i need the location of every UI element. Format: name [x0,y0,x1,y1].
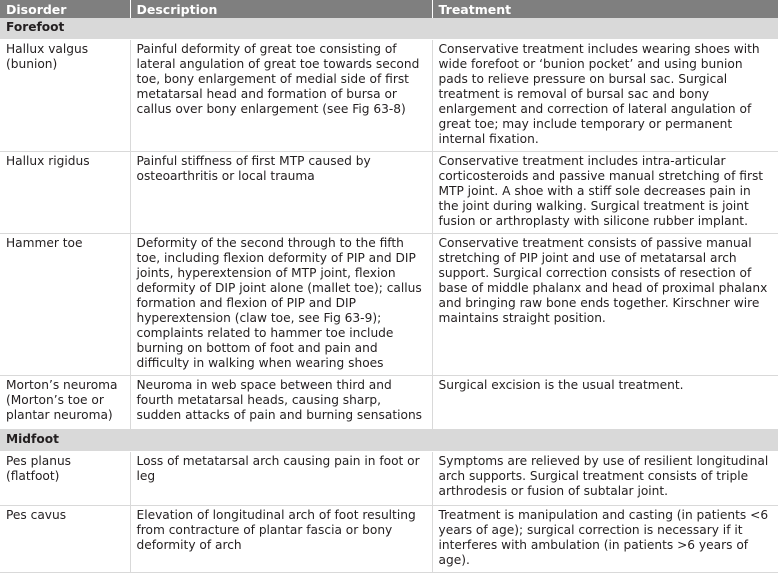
table-row [0,234,778,376]
section-title: Midfoot [0,430,778,452]
disorder-cell: Hallux rigidus [0,152,130,234]
treatment-cell: Conservative treatment consists of passive manual stretching of PIP joint and use of metatarsal arch support. Surgical correction consists of resection of base of middle phalanx and head of proximal phalanx and bringing raw bone ends together. Kirschner wire maintains straight position. [432,234,778,376]
description-cell: Neuroma in web space between third and fourth metatarsal heads, causing sharp, sudden attacks of pain and burning sensations [130,376,432,430]
treatment-cell: Symptoms are relieved by use of resilient longitudinal arch supports. Surgical treatment consists of triple arthrodesis or fusion of subtalar joint. [432,452,778,506]
section-title: Forefoot [0,18,778,40]
treatment-cell: Conservative treatment includes intra-articular corticosteroids and passive manual stretching of first MTP joint. A shoe with a stiff sole decreases pain in the joint during walking. Surgical treatment is joint fusion or arthroplasty with silicone rubber implant. [432,152,778,234]
table-row [0,376,778,430]
header-row [0,0,778,18]
description-cell: Painful stiffness of first MTP caused by osteoarthritis or local trauma [130,152,432,234]
header-treatment: Treatment [432,0,778,18]
table-row [0,152,778,234]
table-row [0,40,778,152]
table-row [0,506,778,573]
description-cell: Loss of metatarsal arch causing pain in foot or leg [130,452,432,506]
description-cell: Deformity of the second through to the fifth toe, including flexion deformity of PIP and DIP joints, hyperextension of MTP joint, flexion deformity of DIP joint alone (mallet toe); callus formation and flexion of PIP and DIP hyperextension (claw toe, see Fig 63-9); complaints related to hammer toe include burning on bottom of foot and pain and difficulty in walking when wearing shoes [130,234,432,376]
section-row-midfoot [0,430,778,452]
header-disorder: Disorder [0,0,130,18]
disorder-cell: Pes cavus [0,506,130,573]
disorder-cell: Morton’s neuroma (Morton’s toe or plantar neuroma) [0,376,130,430]
header-description: Description [130,0,432,18]
description-cell: Painful deformity of great toe consisting of lateral angulation of great toe towards second toe, bony enlargement of medial side of first metatarsal head and formation of bursa or callus over bony enlargement (see Fig 63-8) [130,40,432,152]
disorder-cell: Pes planus (flatfoot) [0,452,130,506]
disorder-cell: Hallux valgus (bunion) [0,40,130,152]
description-cell: Elevation of longitudinal arch of foot resulting from contracture of plantar fascia or bony deformity of arch [130,506,432,573]
treatment-cell: Conservative treatment includes wearing shoes with wide forefoot or ‘bunion pocket’ and using bunion pads to relieve pressure on bursal sac. Surgical treatment is removal of bursal sac and bony enlargement and correction of lateral angulation of great toe; may include temporary or permanent internal fixation. [432,40,778,152]
treatment-cell: Treatment is manipulation and casting (in patients <6 years of age); surgical correction is necessary if it interferes with ambulation (in patients >6 years of age). [432,506,778,573]
treatment-cell: Surgical excision is the usual treatment. [432,376,778,430]
table-row [0,452,778,506]
disorder-cell: Hammer toe [0,234,130,376]
section-row-forefoot [0,18,778,40]
